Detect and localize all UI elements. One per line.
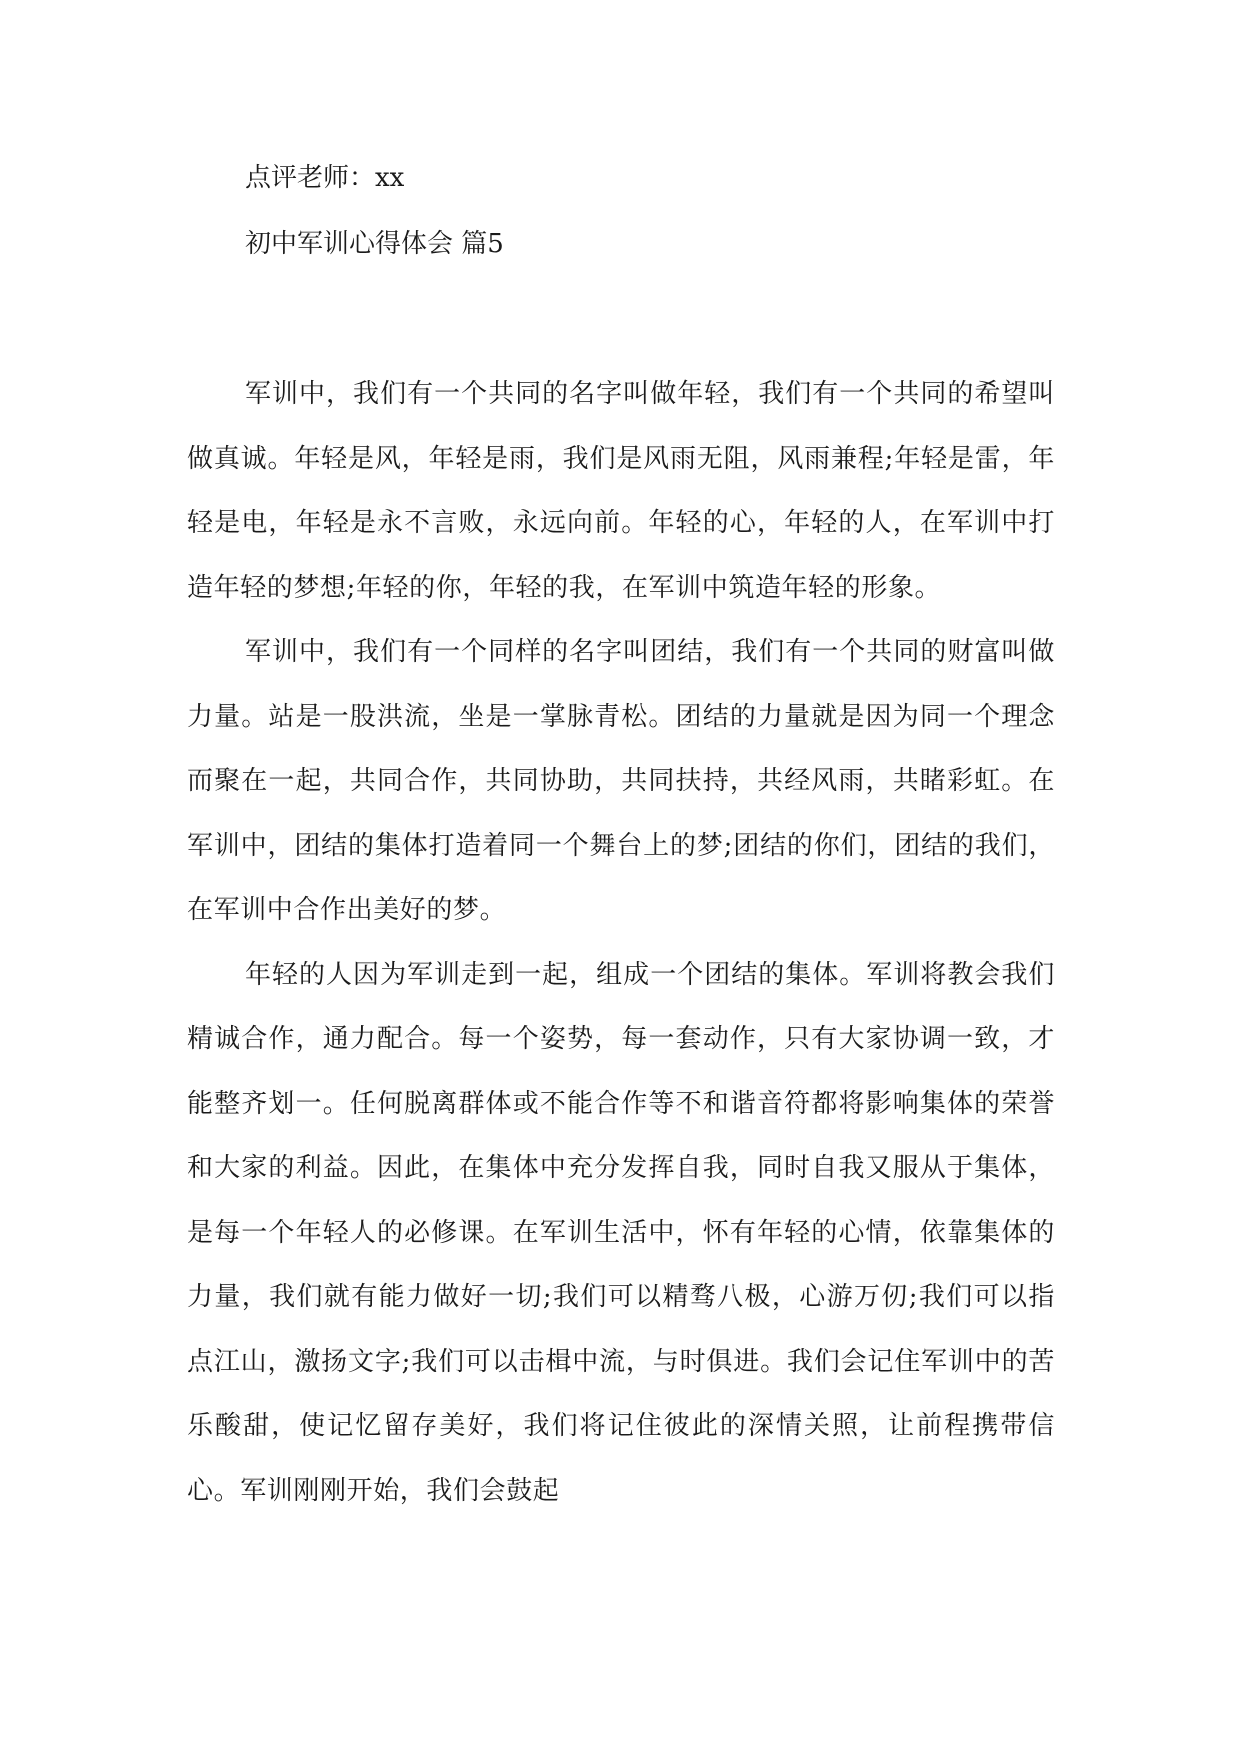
document-content (187, 160, 1055, 1523)
section-title: 初中军训心得体会 篇5 (245, 229, 504, 259)
paragraph: 军训中，我们有一个共同的名字叫做年轻，我们有一个共同的希望叫做真诚。年轻是风，年轻是雨，我们是风雨无阻，风雨兼程;年轻是雷，年轻是电，年轻是永不言败，永远向前。年轻的心，年轻的人，在军训中打造年轻的梦想;年轻的你，年轻的我，在军训中筑造年轻的形象。 (187, 379, 1055, 603)
body-text (187, 362, 1055, 1523)
reviewer-line: 点评老师：xx (245, 163, 405, 193)
paragraph: 军训中，我们有一个同样的名字叫团结，我们有一个共同的财富叫做力量。站是一股洪流，坐是一掌脉青松。团结的力量就是因为同一个理念而聚在一起，共同合作，共同协助，共同扶持，共经风雨，共睹彩虹。在军训中，团结的集体打造着同一个舞台上的梦;团结的你们，团结的我们，在军训中合作出美好的梦。 (187, 637, 1055, 925)
paragraph: 年轻的人因为军训走到一起，组成一个团结的集体。军训将教会我们精诚合作，通力配合。每一个姿势，每一套动作，只有大家协调一致，才能整齐划一。任何脱离群体或不能合作等不和谐音符都将影响集体的荣誉和大家的利益。因此，在集体中充分发挥自我，同时自我又服从于集体，是每一个年轻人的必修课。在军训生活中，怀有年轻的心情，依靠集体的力量，我们就有能力做好一切;我们可以精骛八极，心游万仞;我们可以指点江山，激扬文字;我们可以击楫中流，与时俱进。我们会记住军训中的苦乐酸甜，使记忆留存美好，我们将记住彼此的深情关照，让前程携带信心。军训刚刚开始，我们会鼓起 (187, 959, 1055, 1506)
